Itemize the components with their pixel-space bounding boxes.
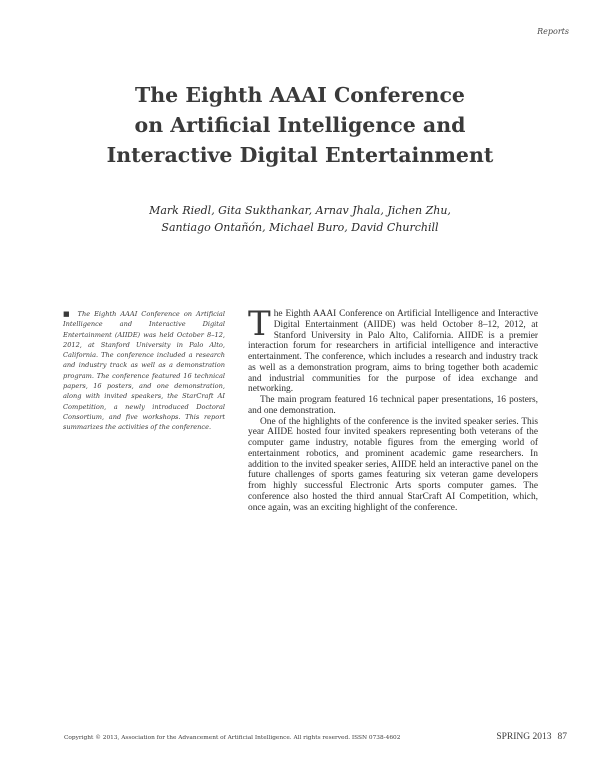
issue-label: SPRING 2013 xyxy=(496,732,552,742)
article-body xyxy=(248,304,538,513)
bullet-icon: ■ xyxy=(63,310,72,318)
copyright-notice: Copyright © 2013, Association for the Advancement of Artificial Intelligence. All rights reserved. ISSN 0738-4602 xyxy=(64,735,401,741)
title-line: Interactive Digital Entertainment xyxy=(106,143,494,167)
author-line: Mark Riedl, Gita Sukthankar, Arnav Jhala, Jichen Zhu, xyxy=(149,204,451,217)
author-line: Santiago Ontañón, Michael Buro, David Churchill xyxy=(161,221,439,234)
paragraph-text: he Eighth AAAI Conference on Artificial Intelligence and Interactive Digital Entertainment (AIIDE) was held October 8–12, 2012, at Stanford University in Palo Alto, California. AIIDE is a premier interaction forum for researchers in artificial intelligence and interactive entertainment. The conference, which includes a research and industry track as well as a demonstration program, aims to bring together both academic and industrial communities for the purpose of idea exchange and networking. xyxy=(248,309,538,395)
abstract-sidebar xyxy=(63,309,225,433)
title-line: on Artificial Intelligence and xyxy=(134,113,466,137)
section-label: Reports xyxy=(537,27,569,36)
drop-cap: T xyxy=(248,304,271,344)
author-list xyxy=(0,202,600,236)
article-title xyxy=(0,80,600,170)
page-footer xyxy=(490,732,567,742)
abstract-text: The Eighth AAAI Conference on Artificial Intelligence and Interactive Digital Entertainment (AIIDE) was held October 8–12, 2012, at Stanford University in Palo Alto, California. The conference included a research and industry track as well as a demonstration program. The conference featured 16 technical papers, 16 posters, and one demonstration, along with invited speakers, the StarCraft AI Competition, a newly introduced Doctoral Consortium, and five workshops. This report summarizes the activities of the conference. xyxy=(63,310,225,432)
body-paragraph xyxy=(248,304,538,395)
title-line: The Eighth AAAI Conference xyxy=(135,83,465,107)
body-paragraph: One of the highlights of the conference is the invited speaker series. This year AIIDE hosted four invited speakers representing both veterans of the computer game industry, notable figures from the emerging world of entertainment robotics, and prominent academic game researchers. In addition to the invited speaker series, AIIDE held an interactive panel on the future challenges of sports games featuring six veteran game developers from highly successful Electronic Arts sports computer games. The conference also hosted the third annual StarCraft AI Competition, which, once again, was an exciting highlight of the conference. xyxy=(248,416,538,513)
body-paragraph: The main program featured 16 technical paper presentations, 16 posters, and one demonstration. xyxy=(248,395,538,416)
page-number: 87 xyxy=(557,732,567,742)
